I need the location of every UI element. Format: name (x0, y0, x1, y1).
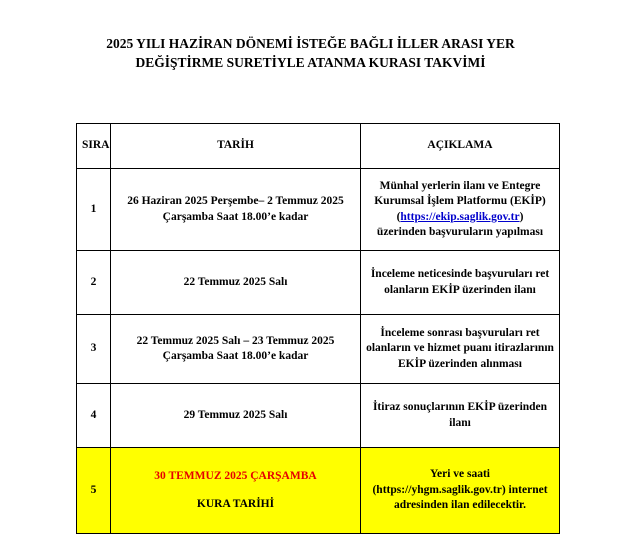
kura-label: KURA TARİHİ (196, 497, 275, 510)
row-date: 29 Temmuz 2025 Salı (111, 384, 361, 448)
title-line-2: DEĞİŞTİRME SURETİYLE ATANMA KURASI TAKVİMİ (135, 55, 486, 70)
table-row (77, 384, 560, 448)
kura-date: 30 TEMMUZ 2025 ÇARŞAMBA (154, 470, 317, 482)
row-description: İnceleme sonrası başvuruları ret olanların ve hizmet puanı itirazlarının EKİP üzerinden alınması (361, 315, 560, 384)
ekip-link[interactable]: https://ekip.saglik.gov.tr (400, 210, 520, 223)
row-number: 2 (77, 251, 111, 315)
row-description: Yeri ve saati (https://yhgm.saglik.gov.tr) internet adresinden ilan edilecektir. (361, 448, 560, 534)
row-date (111, 448, 361, 534)
row-description-text: üzerinden başvuruların yapılması (376, 226, 544, 238)
row-date: 22 Temmuz 2025 Salı – 23 Temmuz 2025 Çarşamba Saat 18.00’e kadar (111, 315, 361, 384)
row-date: 26 Haziran 2025 Perşembe– 2 Temmuz 2025 Çarşamba Saat 18.00’e kadar (111, 169, 361, 251)
table-row (77, 169, 560, 251)
row-number: 5 (77, 448, 111, 534)
row-description-text: Münhal yerlerin ilanı ve Entegre Kurumsal İşlem Platformu (EKİP) (374, 179, 546, 207)
table-header-row (77, 124, 560, 169)
table-row (77, 315, 560, 384)
header-tarih: TARİH (111, 124, 361, 169)
table-row-highlighted (77, 448, 560, 534)
document-title (0, 34, 621, 72)
row-number: 1 (77, 169, 111, 251)
header-sira: SIRA (77, 124, 111, 169)
row-number: 4 (77, 384, 111, 448)
row-description: Münhal yerlerin ilanı ve Entegre Kurumsal İşlem Platformu (EKİP) (https://ekip.saglik.gov.tr) üzerinden başvuruların yapılması (361, 169, 560, 251)
row-date: 22 Temmuz 2025 Salı (111, 251, 361, 315)
schedule-table (76, 123, 560, 534)
row-number: 3 (77, 315, 111, 384)
row-description: İnceleme neticesinde başvuruları ret olanların EKİP üzerinden ilanı (361, 251, 560, 315)
row-description: İtiraz sonuçlarının EKİP üzerinden ilanı (361, 384, 560, 448)
header-aciklama: AÇIKLAMA (361, 124, 560, 169)
title-line-1: 2025 YILI HAZİRAN DÖNEMİ İSTEĞE BAĞLI İLLER ARASI YER (106, 36, 515, 51)
table-row (77, 251, 560, 315)
